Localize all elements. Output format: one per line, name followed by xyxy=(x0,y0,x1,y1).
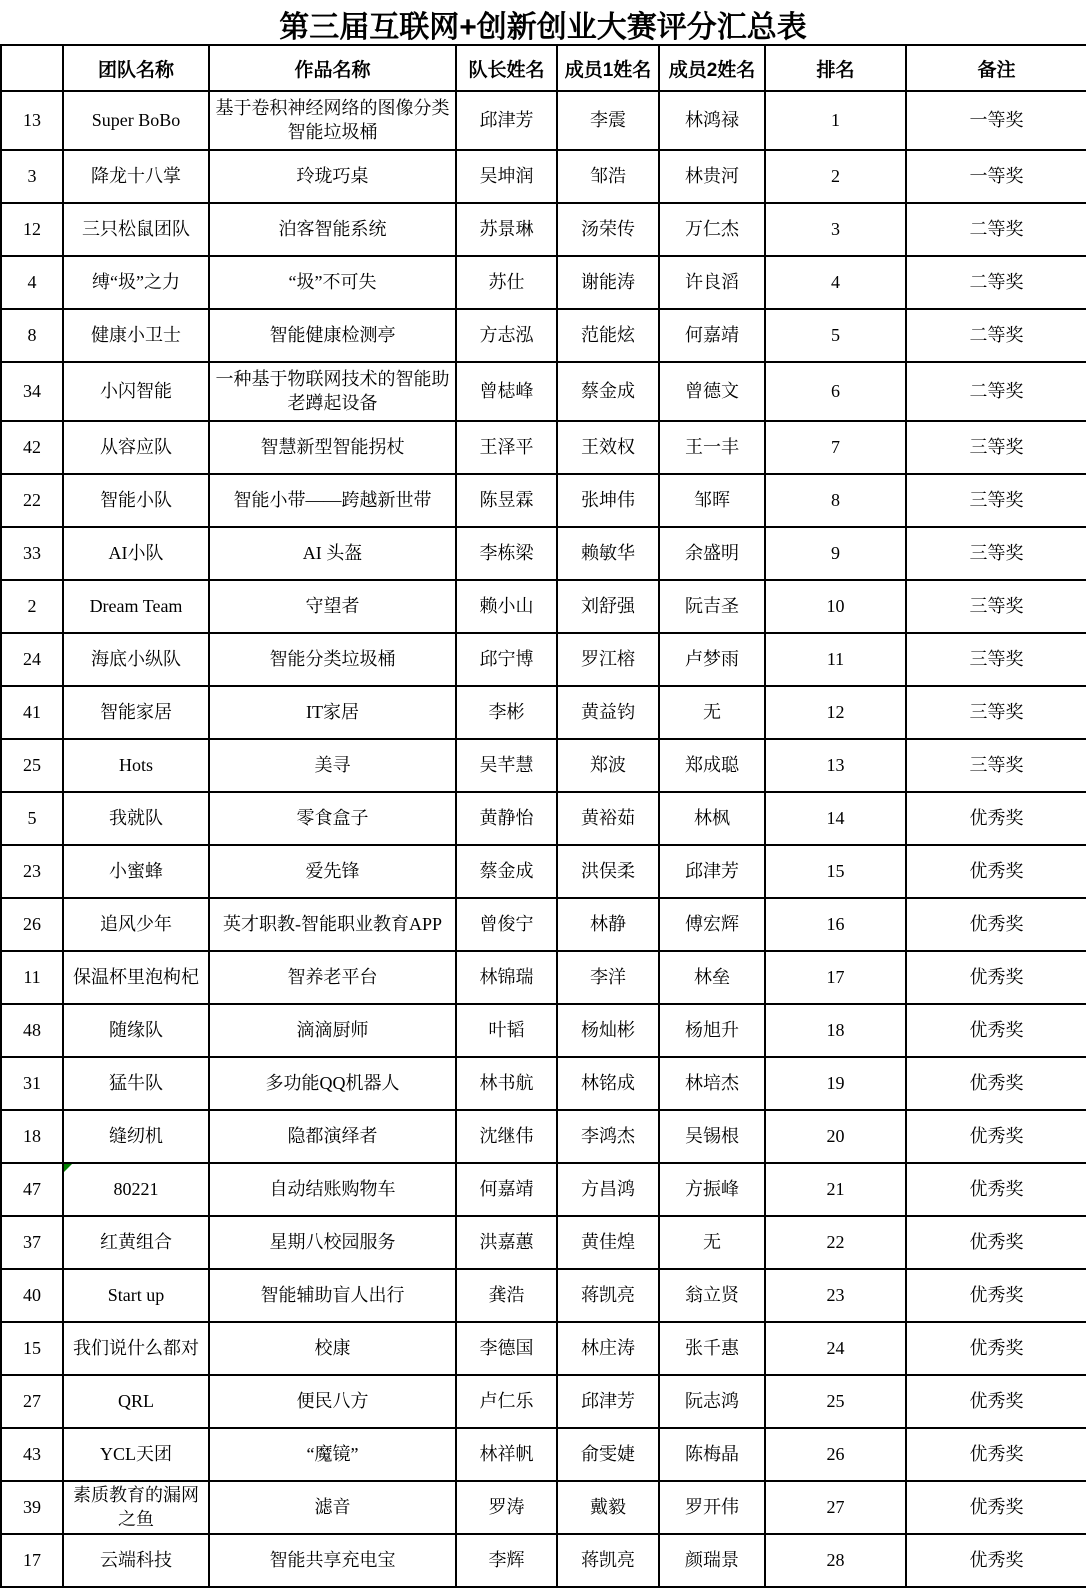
member1-name-cell: 戴毅 xyxy=(557,1481,659,1534)
rank-cell: 12 xyxy=(765,686,906,739)
captain-name-cell: 李栋梁 xyxy=(456,527,557,580)
remark-cell: 优秀奖 xyxy=(906,1428,1086,1481)
rank-cell: 9 xyxy=(765,527,906,580)
table-row xyxy=(1,1269,1086,1322)
remark-cell: 优秀奖 xyxy=(906,1534,1086,1587)
rank-cell: 16 xyxy=(765,898,906,951)
team-name-cell: 智能家居 xyxy=(63,686,209,739)
member2-name-cell: 张千惠 xyxy=(659,1322,765,1375)
header-remark: 备注 xyxy=(906,45,1086,91)
table-row xyxy=(1,1322,1086,1375)
table-row xyxy=(1,1057,1086,1110)
team-name-cell: Dream Team xyxy=(63,580,209,633)
row-number-cell: 39 xyxy=(1,1481,63,1534)
team-name-cell: 我们说什么都对 xyxy=(63,1322,209,1375)
team-name-cell: 小蜜蜂 xyxy=(63,845,209,898)
row-number-cell: 11 xyxy=(1,951,63,1004)
member1-name-cell: 谢能涛 xyxy=(557,256,659,309)
member2-name-cell: 余盛明 xyxy=(659,527,765,580)
member1-name-cell: 洪俣柔 xyxy=(557,845,659,898)
member2-name-cell: 阮吉圣 xyxy=(659,580,765,633)
row-number-cell: 4 xyxy=(1,256,63,309)
header-member2-name: 成员2姓名 xyxy=(659,45,765,91)
team-name-cell: 云端科技 xyxy=(63,1534,209,1587)
team-name-cell: AI小队 xyxy=(63,527,209,580)
work-name-cell: 智能分类垃圾桶 xyxy=(209,633,456,686)
row-number-cell: 13 xyxy=(1,91,63,150)
member1-name-cell: 邹浩 xyxy=(557,150,659,203)
work-name-cell: 校康 xyxy=(209,1322,456,1375)
rank-cell: 21 xyxy=(765,1163,906,1216)
work-name-cell: 自动结账购物车 xyxy=(209,1163,456,1216)
member2-name-cell: 林鸿禄 xyxy=(659,91,765,150)
table-row xyxy=(1,527,1086,580)
rank-cell: 13 xyxy=(765,739,906,792)
table-row xyxy=(1,739,1086,792)
remark-cell: 优秀奖 xyxy=(906,1163,1086,1216)
captain-name-cell: 王泽平 xyxy=(456,421,557,474)
remark-cell: 三等奖 xyxy=(906,580,1086,633)
team-name-cell: 我就队 xyxy=(63,792,209,845)
rank-cell: 25 xyxy=(765,1375,906,1428)
table-row xyxy=(1,686,1086,739)
team-name-cell: 素质教育的漏网之鱼 xyxy=(63,1481,209,1534)
team-name-cell: 缚“圾”之力 xyxy=(63,256,209,309)
member2-name-cell: 颜瑞景 xyxy=(659,1534,765,1587)
table-row xyxy=(1,792,1086,845)
team-name-cell: 降龙十八掌 xyxy=(63,150,209,203)
work-name-cell: 爱先锋 xyxy=(209,845,456,898)
rank-cell: 10 xyxy=(765,580,906,633)
member1-name-cell: 罗江榕 xyxy=(557,633,659,686)
member2-name-cell: 邹晖 xyxy=(659,474,765,527)
table-row xyxy=(1,1004,1086,1057)
remark-cell: 优秀奖 xyxy=(906,845,1086,898)
work-name-cell: 美寻 xyxy=(209,739,456,792)
remark-cell: 二等奖 xyxy=(906,203,1086,256)
rank-cell: 8 xyxy=(765,474,906,527)
captain-name-cell: 赖小山 xyxy=(456,580,557,633)
table-row xyxy=(1,309,1086,362)
member1-name-cell: 林庄涛 xyxy=(557,1322,659,1375)
row-number-cell: 43 xyxy=(1,1428,63,1481)
table-row xyxy=(1,845,1086,898)
score-table xyxy=(0,44,1086,1588)
captain-name-cell: 苏仕 xyxy=(456,256,557,309)
member2-name-cell: 何嘉靖 xyxy=(659,309,765,362)
member1-name-cell: 黄佳煌 xyxy=(557,1216,659,1269)
member1-name-cell: 李鸿杰 xyxy=(557,1110,659,1163)
header-captain-name: 队长姓名 xyxy=(456,45,557,91)
team-name-cell: 追风少年 xyxy=(63,898,209,951)
rank-cell: 23 xyxy=(765,1269,906,1322)
member1-name-cell: 范能炫 xyxy=(557,309,659,362)
remark-cell: 优秀奖 xyxy=(906,1269,1086,1322)
remark-cell: 优秀奖 xyxy=(906,1481,1086,1534)
work-name-cell: 智能小带——跨越新世带 xyxy=(209,474,456,527)
row-number-cell: 42 xyxy=(1,421,63,474)
member2-name-cell: 许良滔 xyxy=(659,256,765,309)
member1-name-cell: 赖敏华 xyxy=(557,527,659,580)
rank-cell: 18 xyxy=(765,1004,906,1057)
member1-name-cell: 方昌鸿 xyxy=(557,1163,659,1216)
captain-name-cell: 曾梽峰 xyxy=(456,362,557,421)
table-row xyxy=(1,1163,1086,1216)
work-name-cell: 智能共享充电宝 xyxy=(209,1534,456,1587)
remark-cell: 优秀奖 xyxy=(906,1057,1086,1110)
captain-name-cell: 陈昱霖 xyxy=(456,474,557,527)
team-name-cell: 随缘队 xyxy=(63,1004,209,1057)
rank-cell: 24 xyxy=(765,1322,906,1375)
member1-name-cell: 俞雯婕 xyxy=(557,1428,659,1481)
table-row xyxy=(1,474,1086,527)
work-name-cell: 多功能QQ机器人 xyxy=(209,1057,456,1110)
captain-name-cell: 沈继伟 xyxy=(456,1110,557,1163)
remark-cell: 一等奖 xyxy=(906,150,1086,203)
table-row xyxy=(1,203,1086,256)
remark-cell: 二等奖 xyxy=(906,362,1086,421)
rank-cell: 26 xyxy=(765,1428,906,1481)
team-name-cell: 从容应队 xyxy=(63,421,209,474)
rank-cell: 2 xyxy=(765,150,906,203)
table-row xyxy=(1,362,1086,421)
member2-name-cell: 林贵河 xyxy=(659,150,765,203)
row-number-cell: 17 xyxy=(1,1534,63,1587)
work-name-cell: 守望者 xyxy=(209,580,456,633)
captain-name-cell: 邱宁博 xyxy=(456,633,557,686)
team-name-cell: 保温杯里泡枸杞 xyxy=(63,951,209,1004)
team-name-cell: 三只松鼠团队 xyxy=(63,203,209,256)
member1-name-cell: 刘舒强 xyxy=(557,580,659,633)
table-row xyxy=(1,1375,1086,1428)
team-name-cell: 小闪智能 xyxy=(63,362,209,421)
table-row xyxy=(1,256,1086,309)
rank-cell: 7 xyxy=(765,421,906,474)
remark-cell: 优秀奖 xyxy=(906,1216,1086,1269)
member2-name-cell: 王一丰 xyxy=(659,421,765,474)
work-name-cell: 基于卷积神经网络的图像分类智能垃圾桶 xyxy=(209,91,456,150)
captain-name-cell: 林祥帆 xyxy=(456,1428,557,1481)
header-team-name: 团队名称 xyxy=(63,45,209,91)
work-name-cell: 隐都演绎者 xyxy=(209,1110,456,1163)
rank-cell: 15 xyxy=(765,845,906,898)
team-name-cell: Start up xyxy=(63,1269,209,1322)
table-row xyxy=(1,580,1086,633)
table-body xyxy=(1,91,1086,1587)
row-number-cell: 31 xyxy=(1,1057,63,1110)
remark-cell: 优秀奖 xyxy=(906,1375,1086,1428)
remark-cell: 优秀奖 xyxy=(906,792,1086,845)
rank-cell: 17 xyxy=(765,951,906,1004)
member2-name-cell: 林垒 xyxy=(659,951,765,1004)
captain-name-cell: 叶韬 xyxy=(456,1004,557,1057)
captain-name-cell: 苏景琳 xyxy=(456,203,557,256)
table-row xyxy=(1,1534,1086,1587)
rank-cell: 14 xyxy=(765,792,906,845)
member1-name-cell: 汤荣传 xyxy=(557,203,659,256)
rank-cell: 22 xyxy=(765,1216,906,1269)
row-number-cell: 47 xyxy=(1,1163,63,1216)
member2-name-cell: 傅宏辉 xyxy=(659,898,765,951)
member1-name-cell: 蔡金成 xyxy=(557,362,659,421)
rank-cell: 4 xyxy=(765,256,906,309)
green-corner-marker-icon xyxy=(64,1164,72,1172)
team-name-cell: QRL xyxy=(63,1375,209,1428)
member2-name-cell: 林枫 xyxy=(659,792,765,845)
work-name-cell: “圾”不可失 xyxy=(209,256,456,309)
rank-cell: 19 xyxy=(765,1057,906,1110)
header-member1-name: 成员1姓名 xyxy=(557,45,659,91)
remark-cell: 三等奖 xyxy=(906,633,1086,686)
row-number-cell: 26 xyxy=(1,898,63,951)
row-number-cell: 27 xyxy=(1,1375,63,1428)
rank-cell: 1 xyxy=(765,91,906,150)
remark-cell: 二等奖 xyxy=(906,256,1086,309)
member1-name-cell: 张坤伟 xyxy=(557,474,659,527)
row-number-cell: 40 xyxy=(1,1269,63,1322)
member2-name-cell: 邱津芳 xyxy=(659,845,765,898)
work-name-cell: 一种基于物联网技术的智能助老蹲起设备 xyxy=(209,362,456,421)
table-row xyxy=(1,1216,1086,1269)
work-name-cell: IT家居 xyxy=(209,686,456,739)
remark-cell: 三等奖 xyxy=(906,739,1086,792)
remark-cell: 三等奖 xyxy=(906,474,1086,527)
work-name-cell: 智养老平台 xyxy=(209,951,456,1004)
work-name-cell: 智能辅助盲人出行 xyxy=(209,1269,456,1322)
row-number-cell: 12 xyxy=(1,203,63,256)
member2-name-cell: 吴锡根 xyxy=(659,1110,765,1163)
team-name-cell: 80221 xyxy=(63,1163,209,1216)
captain-name-cell: 蔡金成 xyxy=(456,845,557,898)
captain-name-cell: 曾俊宁 xyxy=(456,898,557,951)
table-row xyxy=(1,421,1086,474)
rank-cell: 27 xyxy=(765,1481,906,1534)
remark-cell: 优秀奖 xyxy=(906,1110,1086,1163)
row-number-cell: 8 xyxy=(1,309,63,362)
rank-cell: 5 xyxy=(765,309,906,362)
captain-name-cell: 李德国 xyxy=(456,1322,557,1375)
rank-cell: 6 xyxy=(765,362,906,421)
captain-name-cell: 何嘉靖 xyxy=(456,1163,557,1216)
rank-cell: 3 xyxy=(765,203,906,256)
captain-name-cell: 林锦瑞 xyxy=(456,951,557,1004)
remark-cell: 三等奖 xyxy=(906,527,1086,580)
work-name-cell: 滤音 xyxy=(209,1481,456,1534)
team-name-cell: 缝纫机 xyxy=(63,1110,209,1163)
member2-name-cell: 翁立贤 xyxy=(659,1269,765,1322)
work-name-cell: AI 头盔 xyxy=(209,527,456,580)
captain-name-cell: 吴芊慧 xyxy=(456,739,557,792)
captain-name-cell: 林书航 xyxy=(456,1057,557,1110)
member2-name-cell: 无 xyxy=(659,686,765,739)
member2-name-cell: 阮志鸿 xyxy=(659,1375,765,1428)
member2-name-cell: 罗开伟 xyxy=(659,1481,765,1534)
team-name-cell: 红黄组合 xyxy=(63,1216,209,1269)
row-number-cell: 41 xyxy=(1,686,63,739)
table-row xyxy=(1,1428,1086,1481)
remark-cell: 二等奖 xyxy=(906,309,1086,362)
remark-cell: 三等奖 xyxy=(906,686,1086,739)
team-name-cell: Super BoBo xyxy=(63,91,209,150)
member1-name-cell: 林静 xyxy=(557,898,659,951)
table-row xyxy=(1,1110,1086,1163)
captain-name-cell: 吴坤润 xyxy=(456,150,557,203)
row-number-cell: 37 xyxy=(1,1216,63,1269)
header-work-name: 作品名称 xyxy=(209,45,456,91)
member2-name-cell: 方振峰 xyxy=(659,1163,765,1216)
table-row xyxy=(1,150,1086,203)
work-name-cell: “魔镜” xyxy=(209,1428,456,1481)
member2-name-cell: 万仁杰 xyxy=(659,203,765,256)
row-number-cell: 3 xyxy=(1,150,63,203)
row-number-cell: 25 xyxy=(1,739,63,792)
member1-name-cell: 杨灿彬 xyxy=(557,1004,659,1057)
row-number-cell: 34 xyxy=(1,362,63,421)
work-name-cell: 滴滴厨师 xyxy=(209,1004,456,1057)
work-name-cell: 智能健康检测亭 xyxy=(209,309,456,362)
team-name-cell: YCL天团 xyxy=(63,1428,209,1481)
team-name-cell: 海底小纵队 xyxy=(63,633,209,686)
member1-name-cell: 李洋 xyxy=(557,951,659,1004)
member2-name-cell: 杨旭升 xyxy=(659,1004,765,1057)
captain-name-cell: 李彬 xyxy=(456,686,557,739)
captain-name-cell: 卢仁乐 xyxy=(456,1375,557,1428)
row-number-cell: 24 xyxy=(1,633,63,686)
row-number-cell: 15 xyxy=(1,1322,63,1375)
member2-name-cell: 郑成聪 xyxy=(659,739,765,792)
remark-cell: 优秀奖 xyxy=(906,898,1086,951)
work-name-cell: 零食盒子 xyxy=(209,792,456,845)
work-name-cell: 英才职教-智能职业教育APP xyxy=(209,898,456,951)
row-number-cell: 2 xyxy=(1,580,63,633)
member1-name-cell: 王效权 xyxy=(557,421,659,474)
member1-name-cell: 林铭成 xyxy=(557,1057,659,1110)
rank-cell: 11 xyxy=(765,633,906,686)
member1-name-cell: 邱津芳 xyxy=(557,1375,659,1428)
table-header-row xyxy=(1,45,1086,91)
page-title: 第三届互联网+创新创业大赛评分汇总表 xyxy=(279,11,807,44)
remark-cell: 一等奖 xyxy=(906,91,1086,150)
captain-name-cell: 方志泓 xyxy=(456,309,557,362)
work-name-cell: 星期八校园服务 xyxy=(209,1216,456,1269)
remark-cell: 优秀奖 xyxy=(906,1322,1086,1375)
captain-name-cell: 洪嘉蕙 xyxy=(456,1216,557,1269)
member1-name-cell: 蒋凯亮 xyxy=(557,1269,659,1322)
member2-name-cell: 曾德文 xyxy=(659,362,765,421)
table-row xyxy=(1,91,1086,150)
team-name-cell: 健康小卫士 xyxy=(63,309,209,362)
row-number-cell: 18 xyxy=(1,1110,63,1163)
member1-name-cell: 黄裕茹 xyxy=(557,792,659,845)
table-row xyxy=(1,633,1086,686)
captain-name-cell: 邱津芳 xyxy=(456,91,557,150)
member2-name-cell: 卢梦雨 xyxy=(659,633,765,686)
member1-name-cell: 黄益钧 xyxy=(557,686,659,739)
work-name-cell: 智慧新型智能拐杖 xyxy=(209,421,456,474)
remark-cell: 优秀奖 xyxy=(906,1004,1086,1057)
member1-name-cell: 李震 xyxy=(557,91,659,150)
table-row xyxy=(1,898,1086,951)
row-number-cell: 33 xyxy=(1,527,63,580)
captain-name-cell: 龚浩 xyxy=(456,1269,557,1322)
team-name-cell: 猛牛队 xyxy=(63,1057,209,1110)
rank-cell: 20 xyxy=(765,1110,906,1163)
captain-name-cell: 李辉 xyxy=(456,1534,557,1587)
team-name-cell: 智能小队 xyxy=(63,474,209,527)
table-row xyxy=(1,951,1086,1004)
row-number-cell: 22 xyxy=(1,474,63,527)
member2-name-cell: 林培杰 xyxy=(659,1057,765,1110)
header-row-number xyxy=(1,45,63,91)
row-number-cell: 5 xyxy=(1,792,63,845)
work-name-cell: 便民八方 xyxy=(209,1375,456,1428)
member2-name-cell: 陈梅晶 xyxy=(659,1428,765,1481)
row-number-cell: 48 xyxy=(1,1004,63,1057)
member2-name-cell: 无 xyxy=(659,1216,765,1269)
member1-name-cell: 郑波 xyxy=(557,739,659,792)
remark-cell: 优秀奖 xyxy=(906,951,1086,1004)
rank-cell: 28 xyxy=(765,1534,906,1587)
team-name-cell: Hots xyxy=(63,739,209,792)
member1-name-cell: 蒋凯亮 xyxy=(557,1534,659,1587)
captain-name-cell: 黄静怡 xyxy=(456,792,557,845)
work-name-cell: 玲珑巧桌 xyxy=(209,150,456,203)
work-name-cell: 泊客智能系统 xyxy=(209,203,456,256)
remark-cell: 三等奖 xyxy=(906,421,1086,474)
row-number-cell: 23 xyxy=(1,845,63,898)
header-rank: 排名 xyxy=(765,45,906,91)
captain-name-cell: 罗涛 xyxy=(456,1481,557,1534)
table-row xyxy=(1,1481,1086,1534)
